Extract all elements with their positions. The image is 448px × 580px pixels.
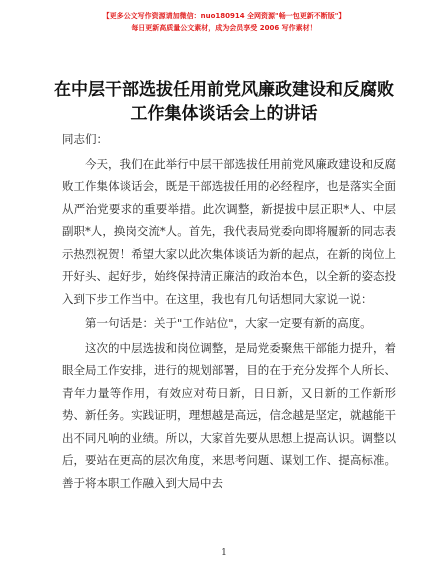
promo-banner-line2: 每日更新高质量公文素材，成为会员享受 2006 写作素材！ [131,24,317,32]
page-number: 1 [221,548,227,558]
paragraph-2: 第一句话是：关于"工作站位"，大家一定要有新的高度。 [85,316,372,330]
paragraph-1: 今天，我们在此举行中层干部选拔任用前党风廉政建设和反腐败工作集体谈话会，既是干部选拔任用的必经程序，也是落实全面从严治党要求的重要举措。此次调整，新提拔中层正职*人、中层副职*人，换岗交流*人。首先，我代表局党委向即将履新的同志表示热烈祝贺！希望大家以此次集体谈话为新的起点，在新的岗位上开好头、起好步，始终保持清正廉洁的政治本色，以全新的姿态投入到下步工作当中。在这里，我也有几句话想同大家说一说： [62,156,396,306]
paragraph-3: 这次的中层选拔和岗位调整，是局党委聚焦干部能力提升，着眼全局工作安排，进行的规划部署，目的在于充分发挥个人所长、青年力量等作用，有效应对苟日新，日日新，又日新的工作新形势、新任务。实践证明，理想越是高远，信念越是坚定，就越能干出不同凡响的业绩。所以，大家首先要从思想上提高认识。调整以后，要站在更高的层次角度，来思考问题、谋划工作、提高标准。善于将本职工作融入到大局中去 [62,340,396,490]
promo-banner-line1: 【更多公文写作资源请加微信：nuo180914 全网资源"畅一包更新不断版"】 [102,12,346,20]
document-title [0,78,448,126]
title-line-2: 工作集体谈话会上的讲话 [130,104,318,124]
promo-banner [0,10,448,34]
salutation: 同志们： [62,132,108,146]
title-line-1: 在中层干部选拔任用前党风廉政建设和反腐败 [54,80,394,100]
document-body [62,128,396,494]
